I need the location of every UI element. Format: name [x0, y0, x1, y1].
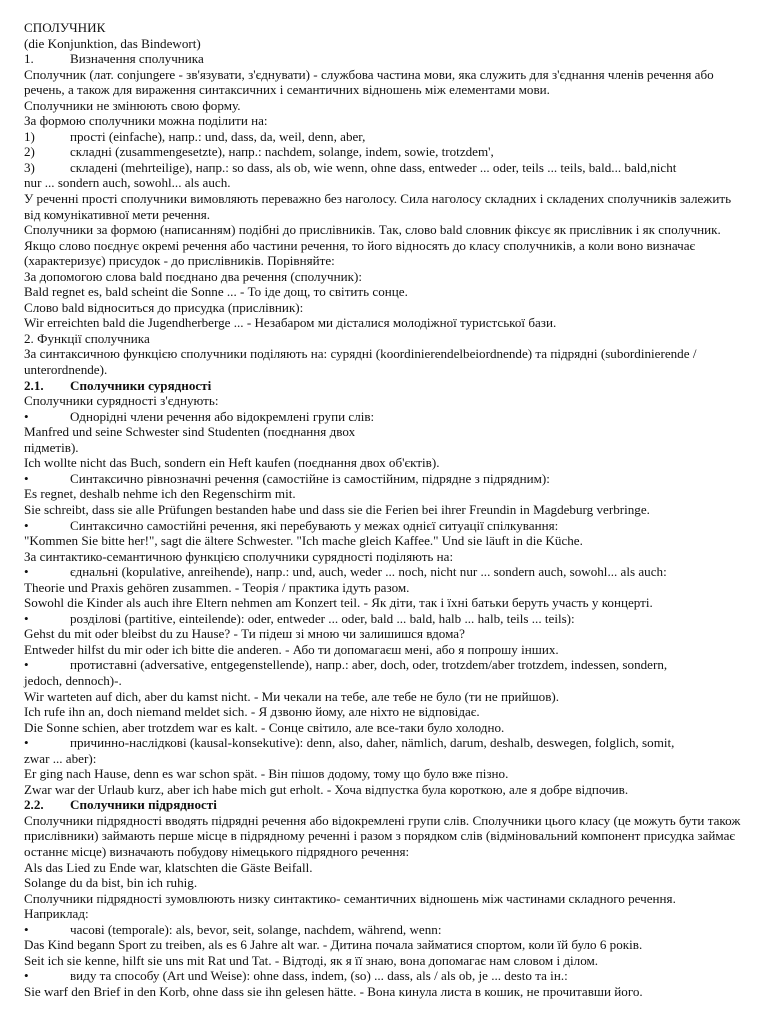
bullet-marker: •: [24, 408, 29, 424]
text-line: jedoch, dennoch)-.: [24, 672, 122, 688]
text-line: Sie schreibt, dass sie alle Prüfungen bestanden habe und dass sie die Ferien bei ihrer Freundin in Magdeburg verbringe.: [24, 501, 650, 517]
numbered-item: [24, 144, 744, 160]
text-line: Theorie und Praxis gehören zusammen. - Теорія / практика ідуть разом.: [24, 579, 410, 595]
item-text: Сполучники підрядності: [70, 797, 217, 813]
item-number: 2): [24, 144, 35, 160]
bullet-marker: •: [24, 735, 29, 751]
text-line: Zwar war der Urlaub kurz, aber ich habe mich gut erholt. - Хоча відпустка була короткою, але я добре відпочив.: [24, 781, 629, 797]
item-number: 3): [24, 159, 35, 175]
bullet-marker: •: [24, 470, 29, 486]
item-text: єднальні (kopulative, anreihende), напр.: und, auch, weder ... noch, nicht nur ... sondern auch, sowohl... als auch:: [70, 564, 667, 580]
text-line: Сполучники не змінюють свою форму.: [24, 97, 241, 113]
text-line: Es regnet, deshalb nehme ich den Regenschirm mit.: [24, 486, 296, 502]
text-line: Sowohl die Kinder als auch ihre Eltern nehmen am Konzert teil. - Як діти, так і їхні батьки беруть участь у концерті.: [24, 595, 653, 611]
section-heading: [24, 378, 744, 394]
bullet-item: [24, 518, 744, 534]
bullet-item: [24, 968, 744, 984]
text-line: Seit ich sie kenne, hilft sie uns mit Rat und Tat. - Відтоді, як я її знаю, вона допомагає нам словом і ділом.: [24, 952, 599, 968]
text-line: Ich rufe ihn an, doch niemand meldet sich. - Я дзвоню йому, але ніхто не відповідає.: [24, 704, 480, 720]
item-text: складені (mehrteilige), напр.: so dass, als ob, wie wenn, ohne dass, entweder ... oder, teils ... teils, bald... bald,nicht: [70, 159, 677, 175]
document-title: СПОЛУЧНИК: [24, 20, 106, 35]
document-subtitle: (die Konjunktion, das Bindewort): [24, 35, 201, 51]
text-line: підметів).: [24, 439, 79, 455]
paragraph: У реченні прості сполучники вимовляють переважно без наголосу. Сила наголосу складних і складених сполучників залежить від комунікативної мети речення.: [24, 191, 732, 222]
bullet-item: [24, 471, 744, 487]
paragraph: За синтаксичною функцією сполучники поділяють на: сурядні (koordinierendelbeiordnende) та підрядні (subordinierende / unterordnende).: [24, 346, 697, 378]
text-line: Als das Lied zu Ende war, klatschten die Gäste Beifall.: [24, 859, 313, 875]
section-heading: [24, 797, 744, 813]
bullet-marker: •: [24, 564, 29, 580]
item-text: Синтаксично самостійні речення, які перебувають у межах однієї ситуації спілкування:: [70, 517, 559, 533]
item-text: причинно-наслідкові (kausal-konsekutive): denn, also, daher, nämlich, darum, deshalb, deswegen, folglich, somit,: [70, 735, 675, 751]
text-line: Сполучники сурядності з'єднують:: [24, 393, 219, 409]
text-line: "Kommen Sie bitte her!", sagt die ältere Schwester. "Ich mache gleich Kaffee." Und sie läuft in die Küche.: [24, 533, 583, 549]
bullet-item: [24, 564, 744, 580]
text-line: 2. Функції сполучника: [24, 330, 150, 346]
item-text: Однорідні члени речення або відокремлені групи слів:: [70, 408, 375, 424]
item-text: складні (zusammengesetzte), напр.: nachdem, solange, indem, sowie, trotzdem',: [70, 144, 494, 160]
document-body: [24, 51, 744, 999]
bullet-marker: •: [24, 968, 29, 984]
item-text: Синтаксично рівнозначні речення (самостійне із самостійним, підрядне з підрядним):: [70, 470, 550, 486]
text-line: Gehst du mit oder bleibst du zu Hause? - Ти підеш зі мною чи залишишся вдома?: [24, 626, 465, 642]
text-line: Solange du da bist, bin ich ruhig.: [24, 875, 198, 891]
text-line: Sie warf den Brief in den Korb, ohne dass sie ihn gelesen hätte. - Вона кинула листа в кошик, не прочитавши його.: [24, 983, 643, 999]
bullet-item: [24, 611, 744, 627]
text-line: Das Kind begann Sport zu treiben, als es 6 Jahre alt war. - Дитина почала займатися спортом, коли їй було 6 років.: [24, 937, 643, 953]
bullet-item: [24, 735, 744, 751]
paragraph: Сполучник (лат. conjungere - зв'язувати, з'єднувати) - службова частина мови, яка служить для з'єднання членів речення або речень, а також для вираження синтаксичних і семантичних відношень між елементами мови.: [24, 66, 714, 98]
bullet-marker: •: [24, 657, 29, 673]
text-line: Er ging nach Hause, denn es war schon spät. - Він пішов додому, тому що було вже пізно.: [24, 766, 509, 782]
text-line: Wir erreichten bald die Jugendherberge ... - Незабаром ми дісталися молодіжної туристської бази.: [24, 315, 557, 331]
text-line: Wir warteten auf dich, aber du kamst nicht. - Ми чекали на тебе, але тебе не було (ти не прийшов).: [24, 688, 560, 704]
text-line: Manfred und seine Schwester sind Studenten (поєднання двох: [24, 424, 356, 440]
text-line: Слово bald відноситься до присудка (прислівник):: [24, 299, 304, 315]
text-line: За синтактико-семантичною функцією сполучники сурядності поділяють на:: [24, 548, 454, 564]
text-line: nur ... sondern auch, sowohl... als auch.: [24, 175, 231, 191]
paragraph: Сполучники підрядності вводять підрядні речення або відокремлені групи слів. Сполучники цього класу (це можуть бути також прислівники) займають перше місце в підрядному реченні і разом з порядком слів (відміновальний компонент присудка займає останнє місце) визначають побудову німецького підрядного речення:: [24, 812, 741, 859]
item-number: 2.2.: [24, 797, 44, 813]
item-number: 1.: [24, 51, 34, 67]
numbered-item: [24, 51, 744, 67]
text-line: Наприклад:: [24, 906, 89, 922]
bullet-item: [24, 657, 744, 673]
item-text: протиставні (adversative, entgegenstellende), напр.: aber, doch, oder, trotzdem/aber trotzdem, indessen, sondern,: [70, 657, 668, 673]
bullet-marker: •: [24, 517, 29, 533]
numbered-item: [24, 129, 744, 145]
text-line: Сполучники підрядності зумовлюють низку синтактико- семантичних відношень між частинами складного речення.: [24, 890, 676, 906]
bullet-marker: •: [24, 610, 29, 626]
bullet-marker: •: [24, 921, 29, 937]
item-text: Визначення сполучника: [70, 51, 204, 67]
item-text: виду та способу (Art und Weise): ohne dass, indem, (so) ... dass, als / als ob, je ... desto та ін.:: [70, 968, 568, 984]
text-line: Ich wollte nicht das Buch, sondern ein Heft kaufen (поєднання двох об'єктів).: [24, 455, 440, 471]
item-number: 2.1.: [24, 377, 44, 393]
numbered-item: [24, 160, 744, 176]
item-text: прості (einfache), напр.: und, dass, da, weil, denn, aber,: [70, 128, 366, 144]
text-line: zwar ... aber):: [24, 750, 97, 766]
bullet-item: [24, 922, 744, 938]
text-line: Bald regnet es, bald scheint die Sonne ... - То іде дощ, то світить сонце.: [24, 284, 408, 300]
bullet-item: [24, 409, 744, 425]
text-line: За формою сполучники можна поділити на:: [24, 113, 268, 129]
text-line: Entweder hilfst du mir oder ich bitte die anderen. - Або ти допомагаєш мені, або я попрошу інших.: [24, 641, 559, 657]
item-text: Сполучники сурядності: [70, 377, 212, 393]
text-line: Die Sonne schien, aber trotzdem war es kalt. - Сонце світило, але все-таки було холодно.: [24, 719, 505, 735]
item-text: часові (temporale): als, bevor, seit, solange, nachdem, während, wenn:: [70, 921, 442, 937]
item-text: розділові (partitive, einteilende): oder, entweder ... oder, bald ... bald, halb ... halb, teils ... teils):: [70, 610, 575, 626]
text-line: За допомогою слова bald поєднано два речення (сполучник):: [24, 268, 363, 284]
item-number: 1): [24, 128, 35, 144]
paragraph: Сполучники за формою (написанням) подібні до прислівників. Так, слово bald словник фіксує як прислівник і як сполучник. Якщо слово поєднує окремі речення або частини речення, то його відносять до класу сполучників, а коли воно визначає (характеризує) присудок - до прислівників. Порівняйте:: [24, 222, 721, 269]
